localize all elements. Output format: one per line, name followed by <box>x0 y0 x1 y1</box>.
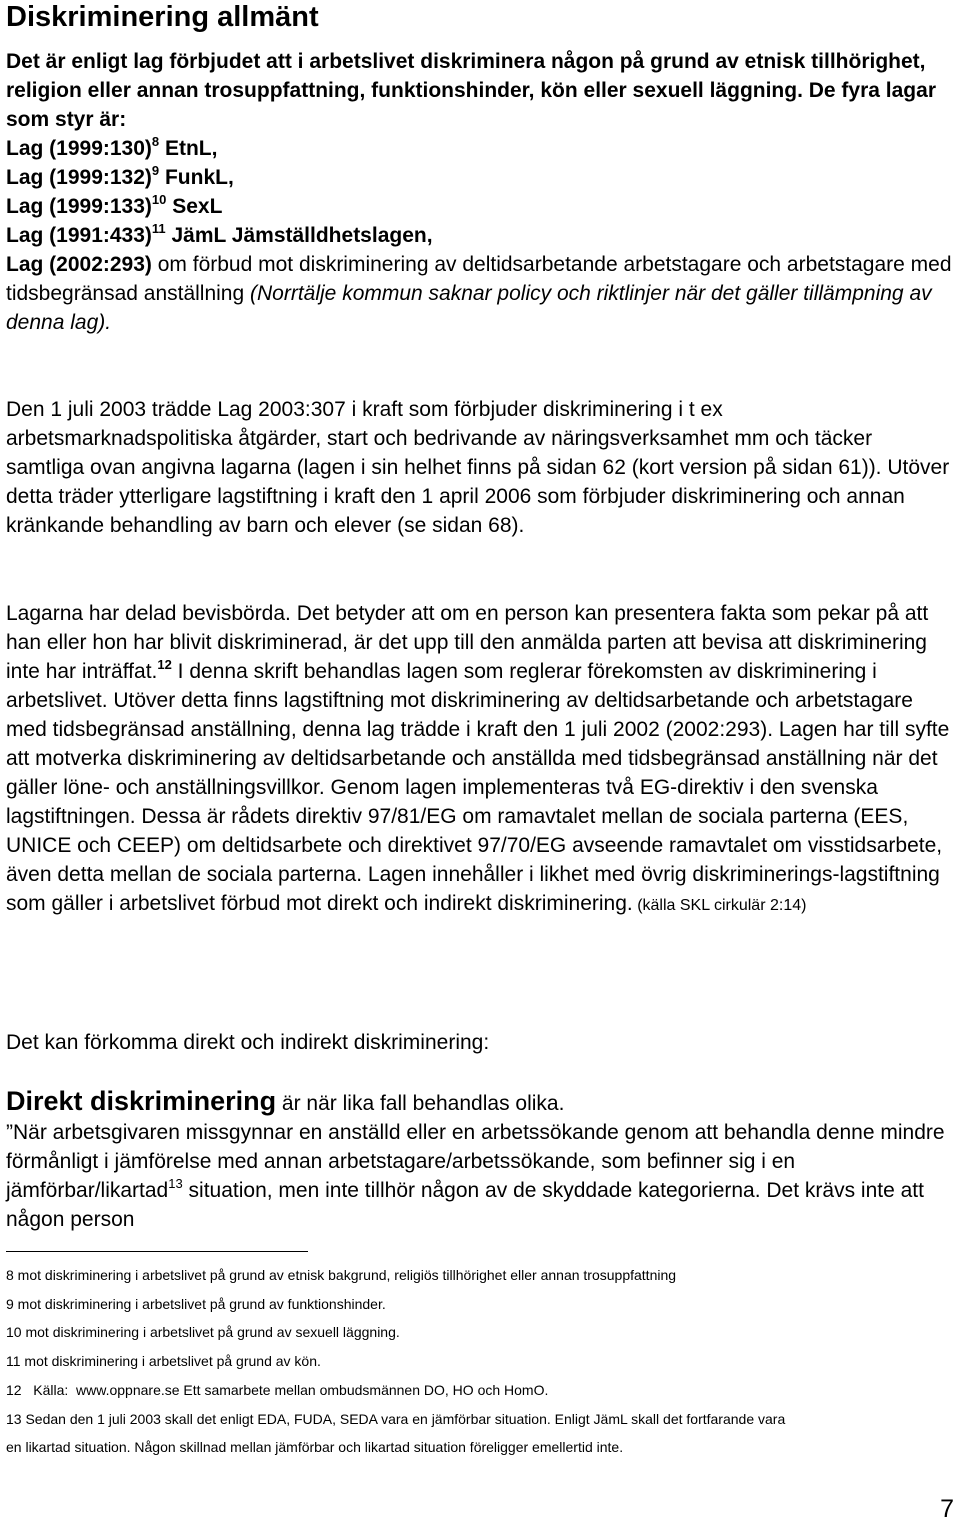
intro-text: Det är enligt lag förbjudet att i arbetslivet diskriminera någon på grund av etnisk tillhörighet, religion eller annan trosuppfattning, funktionshinder, kön eller sexuell läggning. De fyra lagar som styr är: <box>6 50 936 131</box>
footnote-9: 9 mot diskriminering i arbetslivet på grund av funktionshinder. <box>6 1296 386 1312</box>
paragraph-5 <box>6 1087 954 1234</box>
footnote-8: 8 mot diskriminering i arbetslivet på grund av etnisk bakgrund, religiös tillhörighet eller annan trosuppfattning <box>6 1267 677 1283</box>
law-5-note: (Norrtälje kommun saknar policy och riktlinjer när det gäller tillämpning av denna lag). <box>6 282 932 334</box>
law-5: Lag (2002:293) <box>6 253 152 276</box>
definition-quote-cont: situation, men inte tillhör någon av de skyddade kategorierna. Det krävs inte att någon person <box>6 1179 924 1231</box>
footnote-ref-11[interactable]: 11 <box>151 221 166 236</box>
footnote-10: 10 mot diskriminering i arbetslivet på grund av sexuell läggning. <box>6 1324 400 1340</box>
law-1: Lag (1999:130) <box>6 137 152 160</box>
section-heading: Direkt diskriminering <box>6 1086 277 1116</box>
footnote-13-cont: en likartad situation. Någon skillnad mellan jämförbar och likartad situation föreligger emellertid inte. <box>6 1439 624 1455</box>
paragraph-2: Den 1 juli 2003 trädde Lag 2003:307 i kraft som förbjuder diskriminering i t ex arbetsmarknadspolitiska åtgärder, start och bedrivande av näringsverksamhet mm och täcker samtliga ovan angivna lagarna (lagen i sin helhet finns på sidan 62 (kort version på sidan 61)). Utöver detta träder ytterligare lagstiftning i kraft den 1 april 2006 som förbjuder diskriminering och annan kränkande behandling av barn och elever (se sidan 68). <box>6 398 950 537</box>
paragraph-3 <box>6 599 954 920</box>
footnote-ref-10[interactable]: 10 <box>151 192 167 207</box>
law-2-name: FunkL, <box>159 166 234 189</box>
law-2: Lag (1999:132) <box>6 166 152 189</box>
section-heading-rest: är när lika fall behandlas olika. <box>276 1092 565 1115</box>
footnote-ref-13[interactable]: 13 <box>168 1176 183 1191</box>
footnote-12: 12 Källa: www.oppnare.se Ett samarbete mellan ombudsmännen DO, HO och HomO. <box>6 1382 549 1398</box>
footnote-13: 13 Sedan den 1 juli 2003 skall det enligt EDA, FUDA, SEDA vara en jämförbar situation. Enligt JämL skall det fortfarande vara <box>6 1411 786 1427</box>
footnote-divider <box>6 1251 308 1252</box>
definition-quote: ”När arbetsgivaren missgynnar en anställd eller en arbetssökande genom att behandla denne mindre förmånligt i jämförelse med annan arbetstagare/arbetssökande, som befinner sig i en jämförbar/likartad <box>6 1121 945 1202</box>
law-1-name: EtnL, <box>159 137 218 160</box>
footnote-11: 11 mot diskriminering i arbetslivet på grund av kön. <box>6 1353 321 1369</box>
paragraph-4: Det kan förkomma direkt och indirekt diskriminering: <box>6 1031 490 1054</box>
page-title: Diskriminering allmänt <box>6 1 319 33</box>
source-note: (källa SKL cirkulär 2:14) <box>632 897 807 914</box>
paragraph-3-text-cont: I denna skrift behandlas lagen som reglerar förekomsten av diskriminering i arbetslivet. Utöver detta finns lagstiftning mot diskriminering av deltidsarbetande och arbetstagare med tidsbegränsad anställning, denna lag trädde i kraft den 1 juli 2002 (2002:293). Lagen har till syfte att motverka diskriminering av deltidsarbetande och anställda med tidsbegränsad anställning när det gäller löne- och anställningsvillkor. Genom lagen implementeras två EG-direktiv i den svenska lagstiftningen. Dessa är rådets direktiv 97/81/EG om ramavtalet mellan de sociala parterna (EES, UNICE och CEEP) om deltidsarbete och direktivet 97/70/EG avseende ramavtalet om visstidsarbete, även detta mellan de sociala parterna. Lagen innehåller i likhet med övrig diskriminerings-lagstiftning som gäller i arbetslivet förbud mot direkt och indirekt diskriminering. <box>6 660 950 915</box>
law-4-name: JämL Jämställdhetslagen, <box>165 224 433 247</box>
law-3-name: SexL <box>166 195 223 218</box>
footnote-ref-12[interactable]: 12 <box>157 657 172 672</box>
footnote-ref-9[interactable]: 9 <box>151 163 160 178</box>
intro-paragraph <box>6 47 954 337</box>
law-3: Lag (1999:133) <box>6 195 152 218</box>
page-number: 7 <box>940 1495 954 1523</box>
footnote-ref-8[interactable]: 8 <box>151 134 160 149</box>
paragraph-3-text: Lagarna har delad bevisbörda. Det betyder att om en person kan presentera fakta som pekar på att han eller hon har blivit diskriminerad, är det upp till den anmälda parten att bevisa att diskriminering inte har inträffat. <box>6 602 929 683</box>
law-5-description: om förbud mot diskriminering av deltidsarbetande arbetstagare och arbetstagare med tidsbegränsad anställning <box>6 253 952 305</box>
law-4: Lag (1991:433) <box>6 224 152 247</box>
